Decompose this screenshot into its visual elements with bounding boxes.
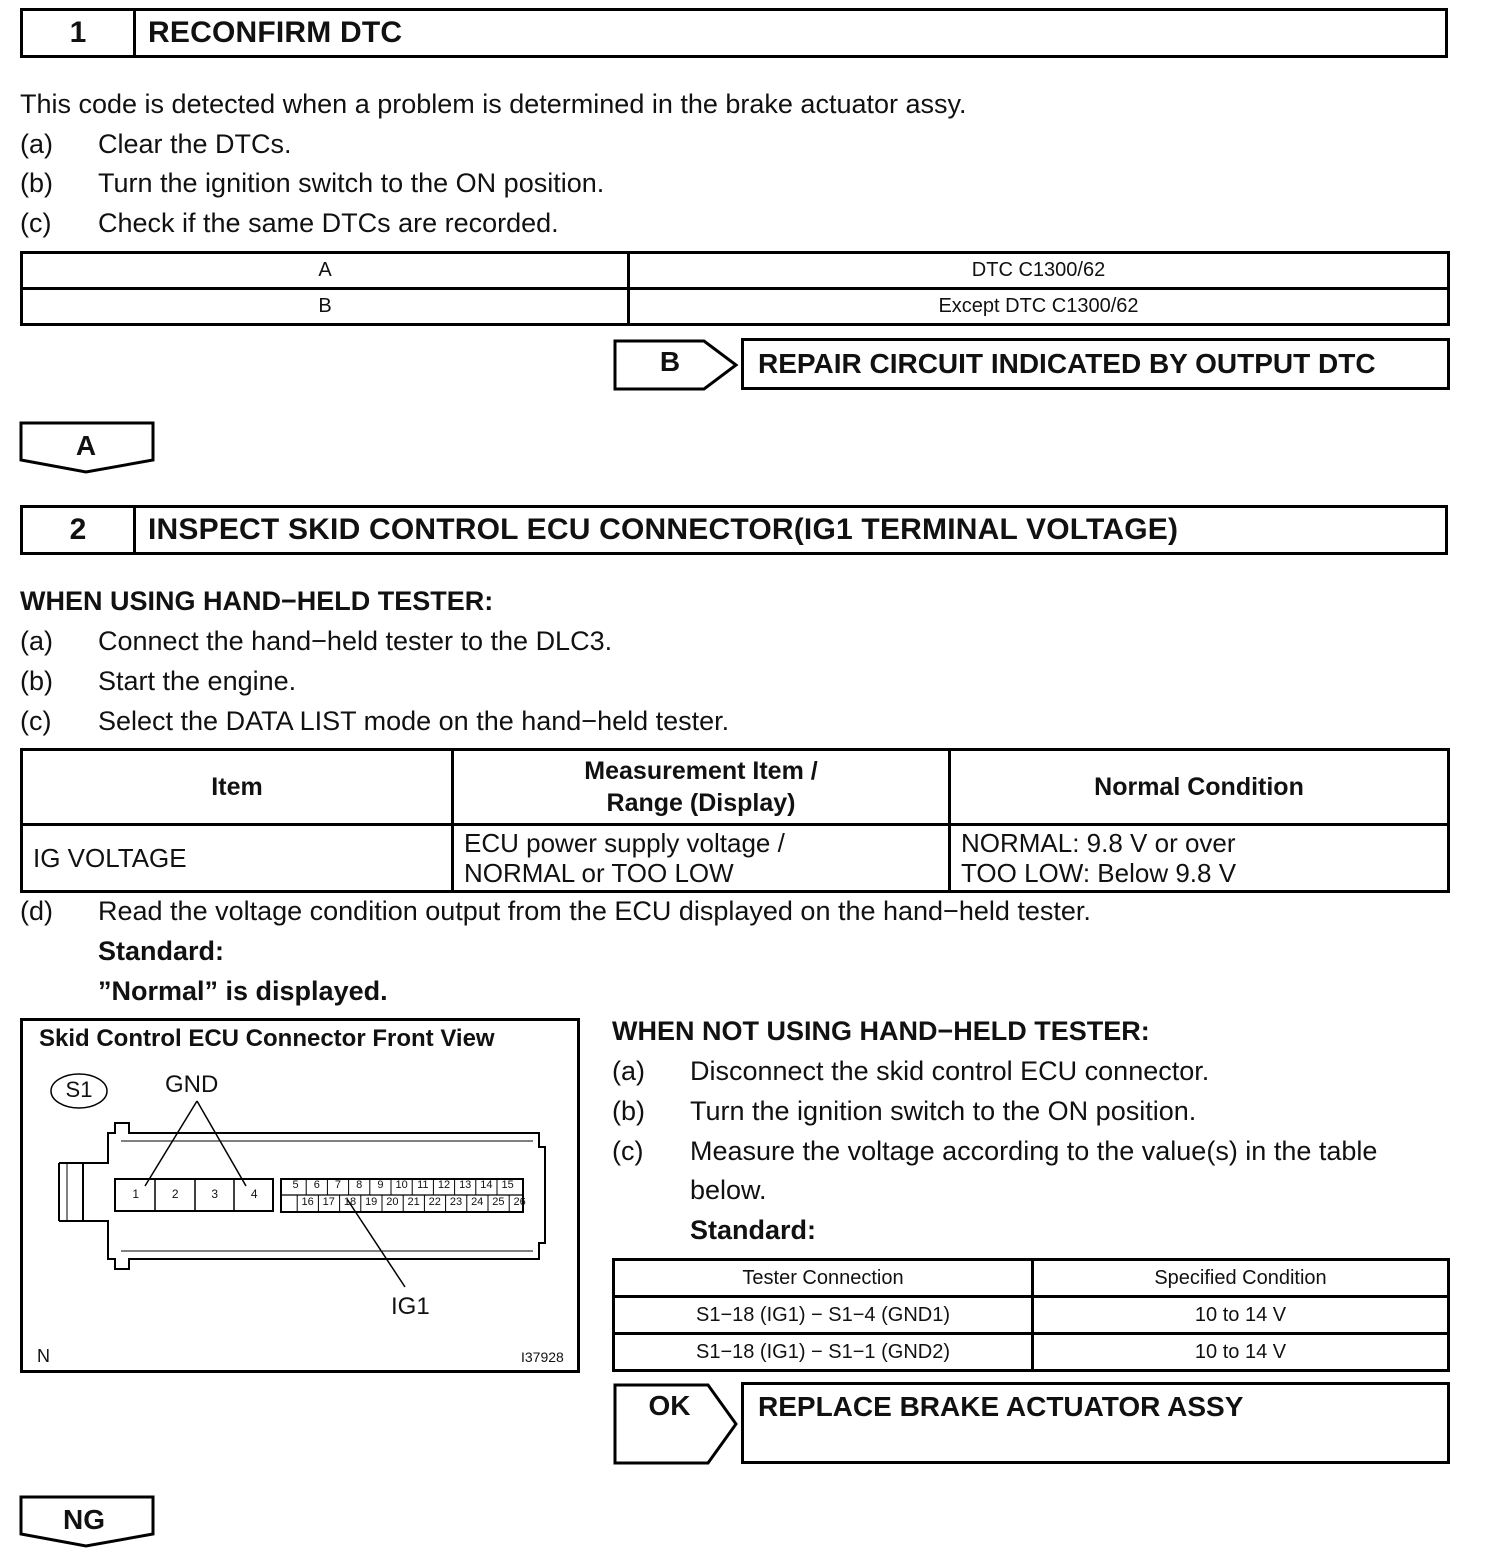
table-header-row (22, 750, 1449, 825)
tester-item-c (20, 701, 729, 741)
branch-a-tag: A (75, 430, 97, 461)
branch-b-action: REPAIR CIRCUIT INDICATED BY OUTPUT DTC (741, 338, 1450, 390)
item-label: (d) (20, 896, 53, 926)
table-row (614, 1297, 1449, 1334)
cell-line: NORMAL or TOO LOW (464, 858, 734, 888)
pin-number: 22 (428, 1196, 441, 1208)
no-tester-item-b (612, 1091, 1196, 1131)
condition-cell: DTC C1300/62 (629, 253, 1449, 289)
pin-number: 16 (301, 1196, 314, 1208)
standard-value: ”Normal” is displayed. (98, 976, 388, 1006)
pin-number: 11 (417, 1179, 429, 1191)
cell-measurement (453, 825, 950, 892)
pin-number: 2 (171, 1187, 179, 1201)
pin-number: 12 (437, 1179, 451, 1191)
step-1-header (20, 8, 1448, 58)
tester-heading: WHEN USING HAND−HELD TESTER: (20, 586, 494, 616)
pin-number: 6 (313, 1179, 320, 1191)
item-text: Check if the same DTCs are recorded. (98, 208, 559, 238)
pin-number: 25 (492, 1196, 505, 1208)
step-title: INSPECT SKID CONTROL ECU CONNECTOR(IG1 TERMINAL VOLTAGE) (148, 513, 1179, 546)
pin-number: 17 (322, 1196, 335, 1208)
step-1-item-c (20, 203, 559, 243)
pin-number: 24 (471, 1196, 484, 1208)
step-number: 1 (23, 11, 136, 55)
item-text: Select the DATA LIST mode on the hand−held tester. (98, 706, 730, 736)
no-tester-heading: WHEN NOT USING HAND−HELD TESTER: (612, 1016, 1150, 1046)
header-line: Range (Display) (606, 789, 796, 817)
item-label: (a) (20, 129, 53, 159)
item-text: Connect the hand−held tester to the DLC3. (98, 626, 613, 656)
item-text: Turn the ignition switch to the ON position. (98, 168, 605, 198)
header-normal-condition: Normal Condition (950, 750, 1449, 825)
item-label: (b) (20, 168, 53, 198)
table-row (22, 253, 1449, 289)
pin-number: 4 (250, 1187, 258, 1201)
result-table (20, 251, 1450, 326)
table-row (22, 289, 1449, 325)
table-row (22, 825, 1449, 892)
figure-title: Skid Control ECU Connector Front View (39, 1025, 495, 1052)
item-label: (c) (20, 706, 52, 736)
header-tester-connection: Tester Connection (614, 1260, 1033, 1297)
no-tester-item-c-continued: below. (690, 1175, 767, 1205)
spec-table (612, 1258, 1450, 1372)
pin-number: 10 (395, 1179, 408, 1191)
tester-item-a (20, 621, 612, 661)
step-1-intro: This code is detected when a problem is determined in the brake actuator assy. (20, 89, 967, 119)
connector-figure (20, 1018, 580, 1373)
step-title: RECONFIRM DTC (148, 16, 403, 49)
spec-standard-label: Standard: (690, 1215, 817, 1245)
item-text: Disconnect the skid control ECU connector. (690, 1056, 1210, 1086)
item-label: (a) (612, 1056, 645, 1086)
header-item: Item (22, 750, 453, 825)
item-text: Read the voltage condition output from the ECU displayed on the hand−held tester. (98, 896, 1091, 926)
pin-number: 21 (407, 1196, 420, 1208)
branch-ng-tag: NG (63, 1504, 105, 1535)
branch-ok-action: REPLACE BRAKE ACTUATOR ASSY (741, 1382, 1450, 1464)
condition-cell: Except DTC C1300/62 (629, 289, 1449, 325)
pin-number: 1 (132, 1187, 140, 1201)
item-label: (a) (20, 626, 53, 656)
branch-ok-tag: OK (648, 1390, 691, 1421)
pin-number: 15 (501, 1179, 514, 1191)
data-list-table (20, 748, 1450, 893)
gnd-label: GND (165, 1071, 219, 1098)
tester-item-b (20, 661, 296, 701)
cell-line: NORMAL: 9.8 V or over (961, 828, 1236, 858)
item-label: (c) (612, 1136, 644, 1166)
header-measurement (453, 750, 950, 825)
step-1-item-a (20, 124, 292, 164)
pin-number: 19 (365, 1196, 378, 1208)
step-2-header (20, 505, 1448, 555)
pin-number: 20 (386, 1196, 399, 1208)
cell-condition: 10 to 14 V (1033, 1334, 1449, 1371)
cell-item: IG VOLTAGE (22, 825, 453, 892)
result-cell: B (22, 289, 629, 325)
table-header-row (614, 1260, 1449, 1297)
step-number: 2 (23, 508, 136, 552)
header-specified-condition: Specified Condition (1033, 1260, 1449, 1297)
connector-id-label: S1 (65, 1077, 93, 1102)
pin-number: 26 (513, 1196, 526, 1208)
pin-number: 5 (292, 1179, 299, 1191)
pin-number: 7 (334, 1179, 342, 1191)
no-tester-item-a (612, 1051, 1209, 1091)
pin-number: 13 (459, 1179, 472, 1191)
item-label: (c) (20, 208, 52, 238)
cell-connection: S1−18 (IG1) − S1−1 (GND2) (614, 1334, 1033, 1371)
standard-label: Standard: (98, 936, 225, 966)
item-text: Measure the voltage according to the value(s) in the table (690, 1136, 1378, 1166)
cell-normal-condition (950, 825, 1449, 892)
result-cell: A (22, 253, 629, 289)
table-row (614, 1334, 1449, 1371)
item-text: Start the engine. (98, 666, 297, 696)
cell-condition: 10 to 14 V (1033, 1297, 1449, 1334)
pin-number: 14 (480, 1179, 493, 1191)
item-label: (b) (612, 1096, 645, 1126)
header-line: Measurement Item / (584, 757, 818, 785)
no-tester-item-c (612, 1131, 1377, 1171)
branch-b-tag: B (659, 346, 681, 377)
pin-number: 3 (211, 1187, 219, 1201)
corner-left-label: N (37, 1346, 50, 1366)
item-text: Turn the ignition switch to the ON position. (690, 1096, 1197, 1126)
ig1-label: IG1 (391, 1293, 430, 1320)
tester-item-d (20, 891, 1091, 931)
item-label: (b) (20, 666, 53, 696)
pin-number: 9 (377, 1179, 384, 1191)
cell-connection: S1−18 (IG1) − S1−4 (GND1) (614, 1297, 1033, 1334)
item-text: Clear the DTCs. (98, 129, 292, 159)
pin-number: 23 (449, 1196, 463, 1208)
pin-number: 8 (356, 1179, 363, 1191)
cell-line: ECU power supply voltage / (464, 828, 785, 858)
cell-line: TOO LOW: Below 9.8 V (961, 858, 1237, 888)
figure-id-label: I37928 (521, 1349, 564, 1365)
pin-number: 18 (343, 1196, 357, 1208)
step-1-item-b (20, 163, 604, 203)
